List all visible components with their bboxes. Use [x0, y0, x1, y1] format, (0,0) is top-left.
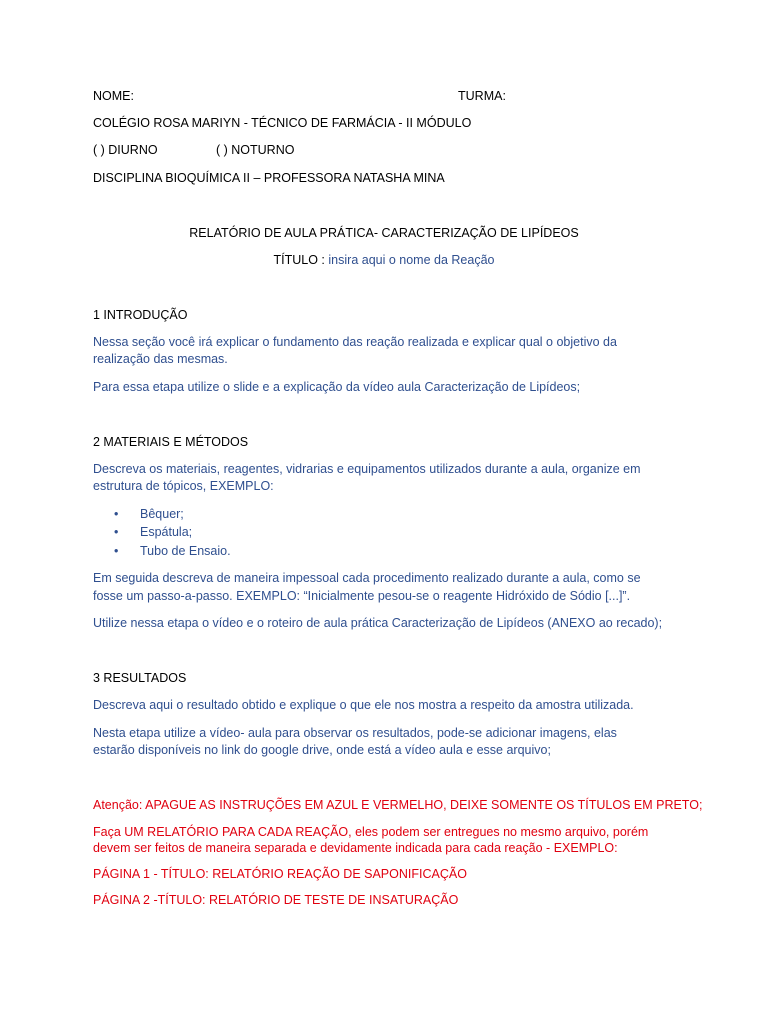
bullet-icon: • — [114, 507, 119, 521]
section-1-p2: Para essa etapa utilize o slide e a explicação da vídeo aula Caracterização de Lipídeos; — [93, 380, 581, 394]
disciplina-line: DISCIPLINA BIOQUÍMICA II – PROFESSORA NATASHA MINA — [93, 171, 445, 185]
bullet-icon: • — [114, 525, 119, 539]
example-page-1: PÁGINA 1 - TÍTULO: RELATÓRIO REAÇÃO DE SAPONIFICAÇÃO — [93, 867, 467, 881]
diurno-option: ( ) DIURNO — [93, 143, 158, 157]
nome-label: NOME: — [93, 89, 134, 103]
section-1-p1-line2: realização das mesmas. — [93, 352, 228, 366]
section-3-heading: 3 RESULTADOS — [93, 671, 187, 685]
titulo-label: TÍTULO : — [273, 253, 325, 267]
section-2-p2-line2: fosse um passo-a-passo. EXEMPLO: “Inicialmente pesou-se o reagente Hidróxido de Sódio [...]”. — [93, 589, 631, 603]
section-3-p2-line2: estarão disponíveis no link do google drive, onde está a vídeo aula e esse arquivo; — [93, 743, 551, 757]
section-1-heading: 1 INTRODUÇÃO — [93, 308, 188, 322]
list-item: • Tubo de Ensaio. — [114, 544, 231, 558]
turma-label: TURMA: — [458, 89, 506, 103]
section-2-p2-line1: Em seguida descreva de maneira impessoal cada procedimento realizado durante a aula, como se — [93, 571, 641, 585]
noturno-option: ( ) NOTURNO — [216, 143, 295, 157]
section-3-p2-line1: Nesta etapa utilize a vídeo- aula para observar os resultados, pode-se adicionar imagens, elas — [93, 726, 617, 740]
titulo-placeholder: insira aqui o nome da Reação — [324, 253, 495, 267]
section-2-p1-line2: estrutura de tópicos, EXEMPLO: — [93, 479, 274, 493]
section-2-p1-line1: Descreva os materiais, reagentes, vidrarias e equipamentos utilizados durante a aula, organize em — [93, 462, 641, 476]
warning-line-2a: Faça UM RELATÓRIO PARA CADA REAÇÃO, eles podem ser entregues no mesmo arquivo, porém — [93, 825, 649, 839]
bullet-icon: • — [114, 544, 119, 558]
section-3-p1: Descreva aqui o resultado obtido e explique o que ele nos mostra a respeito da amostra utilizada. — [93, 698, 634, 712]
school-line: COLÉGIO ROSA MARIYN - TÉCNICO DE FARMÁCIA - II MÓDULO — [93, 116, 472, 130]
example-page-2: PÁGINA 2 -TÍTULO: RELATÓRIO DE TESTE DE INSATURAÇÃO — [93, 893, 459, 907]
list-item: • Bêquer; — [114, 507, 184, 521]
section-2-heading: 2 MATERIAIS E MÉTODOS — [93, 435, 249, 449]
warning-line-2b: devem ser feitos de maneira separada e devidamente indicada para cada reação - EXEMPLO: — [93, 841, 618, 855]
report-titulo-line — [0, 252, 768, 269]
list-item: • Espátula; — [114, 525, 193, 539]
section-1-p1-line1: Nessa seção você irá explicar o fundamento das reação realizada e explicar qual o objetivo da — [93, 335, 617, 349]
warning-line: Atenção: APAGUE AS INSTRUÇÕES EM AZUL E VERMELHO, DEIXE SOMENTE OS TÍTULOS EM PRETO; — [93, 798, 703, 812]
report-title: RELATÓRIO DE AULA PRÁTICA- CARACTERIZAÇÃO DE LIPÍDEOS — [189, 226, 579, 240]
section-2-p3: Utilize nessa etapa o vídeo e o roteiro de aula prática Caracterização de Lipídeos (ANEXO ao recado); — [93, 616, 663, 630]
